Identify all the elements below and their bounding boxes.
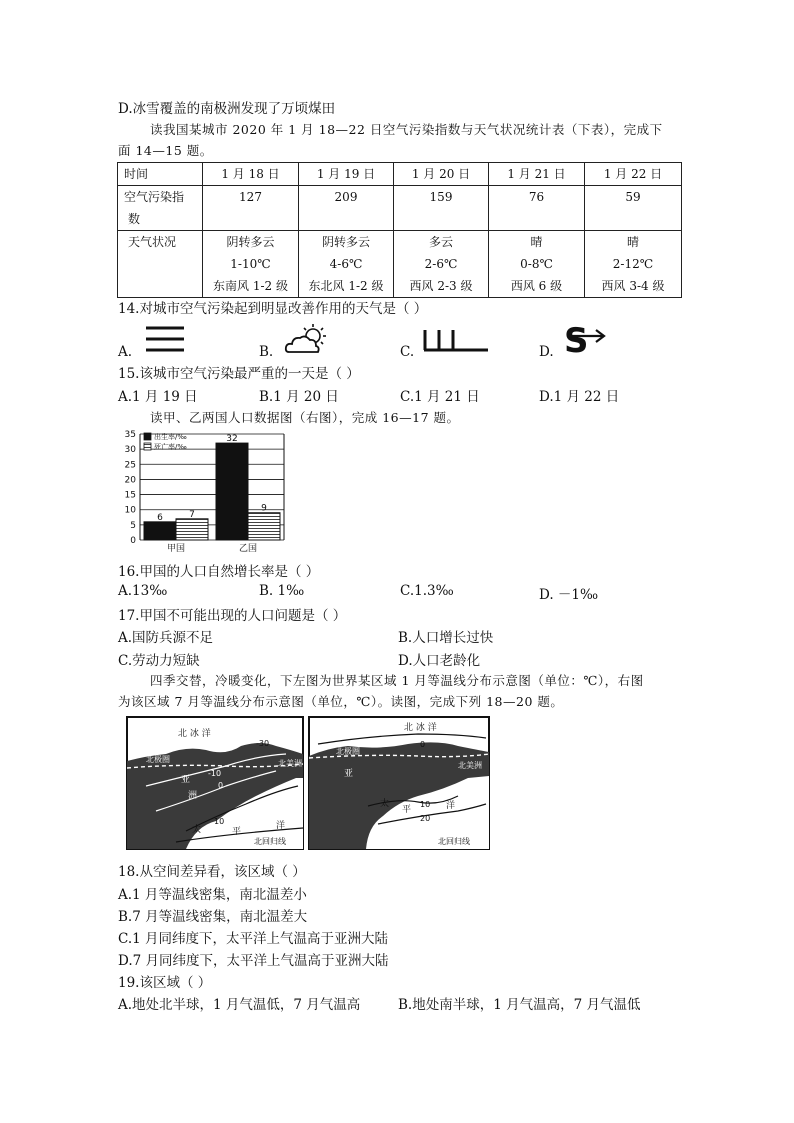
aqi-cell: 76 bbox=[489, 186, 585, 231]
svg-text:S: S bbox=[564, 321, 589, 358]
map-label-asia: 亚 bbox=[344, 769, 354, 779]
q14-option-b[interactable] bbox=[259, 344, 273, 360]
aqi-cell: 209 bbox=[299, 186, 394, 231]
q17-option-c[interactable]: C.劳动力短缺 bbox=[118, 653, 200, 669]
temperature: 1-10℃ bbox=[230, 257, 271, 271]
isotherm-label: 0 bbox=[420, 740, 426, 749]
map-label-asia-1: 亚 bbox=[181, 775, 191, 785]
intro-18-20-line2: 为该区域 7 月等温线分布示意图（单位，℃）。读图，完成下列 18—20 题。 bbox=[118, 694, 564, 709]
map-label-tropic: 北回归线 bbox=[254, 837, 286, 846]
y-tick-label: 0 bbox=[130, 536, 136, 546]
q17-option-a[interactable]: A.国防兵源不足 bbox=[118, 630, 214, 646]
july-isotherm-map bbox=[308, 716, 490, 850]
condition: 晴 bbox=[626, 235, 639, 249]
temperature: 0-8℃ bbox=[520, 257, 553, 271]
q15-stem: 15.该城市空气污染最严重的一天是（ ） bbox=[118, 366, 360, 382]
q13-option-d: D.冰雪覆盖的南极洲发现了万顷煤田 bbox=[118, 101, 336, 117]
bar-value-label: 32 bbox=[226, 434, 238, 445]
isotherm-label: -10 bbox=[208, 769, 222, 778]
map-label-pacific-3: 洋 bbox=[446, 801, 456, 811]
y-tick-label: 30 bbox=[124, 445, 136, 456]
header-weather: 天气状况 bbox=[118, 231, 203, 298]
q17-option-d[interactable]: D.人口老龄化 bbox=[398, 653, 481, 669]
q14-option-d[interactable] bbox=[539, 344, 554, 360]
q18-option-d[interactable]: D.7 月同纬度下，太平洋上气温高于亚洲大陆 bbox=[118, 953, 389, 969]
q16-option-b[interactable]: B. 1‰ bbox=[259, 583, 305, 599]
bar-value-label: 9 bbox=[261, 503, 267, 514]
y-tick-label: 35 bbox=[124, 430, 136, 440]
date-cell: 1 月 20 日 bbox=[394, 163, 489, 186]
q16-option-a[interactable]: A.13‰ bbox=[118, 583, 168, 599]
chart-y-ticks bbox=[125, 430, 137, 546]
wind-barb-icon bbox=[420, 326, 492, 354]
map-label-pacific-2: 平 bbox=[232, 827, 242, 837]
bar bbox=[144, 522, 176, 540]
map-label-pacific-1: 太 bbox=[192, 825, 202, 835]
x-category-label: 甲国 bbox=[166, 544, 186, 554]
weather-cell bbox=[299, 231, 394, 298]
q18-option-a[interactable]: A.1 月等温线密集，南北温差小 bbox=[118, 887, 307, 903]
map-label-north-america: 北美洲 bbox=[278, 759, 302, 768]
table-row-dates bbox=[118, 163, 682, 186]
q15-option-d[interactable]: D.1 月 22 日 bbox=[539, 389, 620, 405]
map-label-arctic-ocean: 北 冰 洋 bbox=[178, 729, 211, 739]
wind: 东北风 1-2 级 bbox=[308, 279, 384, 293]
intro-14-15-line1: 读我国某城市 2020 年 1 月 18—22 日空气污染指数与天气状况统计表（下表），完成下 bbox=[150, 122, 663, 137]
q15-option-b[interactable]: B.1 月 20 日 bbox=[259, 389, 339, 405]
intro-16-17: 读甲、乙两国人口数据图（右图），完成 16—17 题。 bbox=[150, 410, 460, 425]
map-label-pacific-3: 洋 bbox=[276, 821, 286, 831]
map-label-tropic: 北回归线 bbox=[438, 837, 470, 846]
map-label-arctic-ocean: 北 冰 洋 bbox=[404, 723, 437, 733]
isotherm-label: 10 bbox=[214, 817, 225, 826]
q18-stem: 18.从空间差异看，该区域（ ） bbox=[118, 864, 306, 880]
chart-legend bbox=[144, 432, 187, 451]
q19-option-a[interactable]: A.地处北半球，1 月气温低，7 月气温高 bbox=[118, 997, 361, 1013]
aqi-cell: 159 bbox=[394, 186, 489, 231]
condition: 阴转多云 bbox=[321, 235, 370, 249]
q17-stem: 17.甲国不可能出现的人口问题是（ ） bbox=[118, 608, 347, 624]
q15-option-a[interactable]: A.1 月 19 日 bbox=[118, 389, 198, 405]
q16-option-c[interactable]: C.1.3‰ bbox=[400, 583, 454, 599]
q16-option-d[interactable]: D. －1‰ bbox=[539, 587, 599, 603]
population-chart bbox=[112, 428, 292, 556]
fog-icon bbox=[140, 322, 190, 356]
aqi-cell: 59 bbox=[585, 186, 682, 231]
bar bbox=[216, 443, 248, 540]
chart-bars bbox=[144, 443, 280, 540]
table-row-weather bbox=[118, 231, 682, 298]
option-label: B. bbox=[259, 344, 274, 360]
weather-table bbox=[117, 162, 682, 298]
y-tick-label: 5 bbox=[130, 520, 136, 531]
temperature: 4-6℃ bbox=[329, 257, 363, 271]
map-label-pacific-1: 太 bbox=[380, 799, 390, 809]
q18-option-c[interactable]: C.1 月同纬度下，太平洋上气温高于亚洲大陆 bbox=[118, 931, 389, 947]
bar bbox=[176, 519, 208, 540]
aqi-label-line1: 空气污染指 bbox=[124, 190, 185, 204]
weather-cell bbox=[394, 231, 489, 298]
y-tick-label: 25 bbox=[124, 460, 136, 471]
map-label-arctic-circle: 北极圈 bbox=[146, 755, 170, 764]
wind: 西风 6 级 bbox=[510, 279, 563, 293]
x-category-label: 乙国 bbox=[238, 544, 258, 554]
q19-stem: 19.该区域（ ） bbox=[118, 975, 212, 991]
header-aqi bbox=[118, 186, 203, 231]
condition: 晴 bbox=[530, 235, 543, 249]
legend-label: 死亡率/‰ bbox=[154, 443, 187, 451]
intro-14-15-line2: 面 14—15 题。 bbox=[118, 143, 213, 158]
isotherm-label: 10 bbox=[420, 800, 431, 809]
wind: 东南风 1-2 级 bbox=[213, 279, 288, 293]
legend-swatch bbox=[144, 443, 151, 450]
y-tick-label: 10 bbox=[124, 505, 136, 516]
temperature: 2-6℃ bbox=[424, 257, 458, 271]
q18-option-b[interactable]: B.7 月等温线密集，南北温差大 bbox=[118, 909, 308, 925]
isotherm-label: 20 bbox=[420, 814, 431, 823]
condition: 阴转多云 bbox=[226, 235, 275, 249]
sandstorm-icon bbox=[562, 318, 608, 358]
bar-value-label: 7 bbox=[189, 509, 195, 520]
aqi-label-line2: 数 bbox=[128, 212, 141, 226]
map-label-pacific-2: 平 bbox=[402, 805, 412, 815]
y-tick-label: 15 bbox=[124, 490, 136, 501]
legend-swatch bbox=[144, 433, 151, 440]
map-label-arctic-circle: 北极圈 bbox=[336, 747, 360, 756]
map-label-north-america: 北美洲 bbox=[458, 761, 482, 770]
q15-option-c[interactable]: C.1 月 21 日 bbox=[400, 389, 480, 405]
q16-stem: 16.甲国的人口自然增长率是（ ） bbox=[118, 564, 320, 580]
wind: 西风 2-3 级 bbox=[409, 279, 473, 293]
header-time: 时间 bbox=[118, 163, 203, 186]
chart-x-categories bbox=[167, 543, 257, 554]
q14-stem: 14.对城市空气污染起到明显改善作用的天气是（ ） bbox=[118, 301, 428, 317]
weather-cell bbox=[203, 231, 299, 298]
q14-option-c[interactable] bbox=[400, 344, 414, 360]
legend-label: 出生率/‰ bbox=[154, 433, 187, 441]
january-isotherm-map bbox=[126, 716, 304, 850]
y-tick-label: 20 bbox=[124, 475, 136, 486]
date-cell: 1 月 18 日 bbox=[203, 163, 299, 186]
aqi-cell: 127 bbox=[203, 186, 299, 231]
partly-cloudy-icon bbox=[283, 322, 331, 356]
map-label-asia-2: 洲 bbox=[188, 791, 198, 801]
temperature: 2-12℃ bbox=[612, 257, 654, 271]
wind: 西风 3-4 级 bbox=[601, 279, 665, 293]
table-row-aqi bbox=[118, 186, 682, 231]
isotherm-label: -30 bbox=[256, 739, 270, 748]
option-label: D. bbox=[539, 344, 554, 360]
isotherm-label: 0 bbox=[218, 781, 224, 790]
intro-18-20-line1: 四季交替，冷暖变化，下左图为世界某区域 1 月等温线分布示意图（单位：℃），右图 bbox=[150, 673, 644, 688]
option-label: A. bbox=[118, 344, 133, 360]
weather-cell bbox=[585, 231, 682, 298]
option-label: C. bbox=[400, 344, 415, 360]
date-cell: 1 月 21 日 bbox=[489, 163, 585, 186]
condition: 多云 bbox=[428, 235, 453, 249]
date-cell: 1 月 22 日 bbox=[585, 163, 682, 186]
date-cell: 1 月 19 日 bbox=[299, 163, 394, 186]
weather-cell bbox=[489, 231, 585, 298]
bar-value-label: 6 bbox=[157, 512, 163, 523]
q14-option-a[interactable] bbox=[118, 344, 132, 360]
q19-option-b[interactable]: B.地处南半球，1 月气温高，7 月气温低 bbox=[398, 997, 641, 1013]
bar bbox=[248, 513, 280, 540]
q17-option-b[interactable]: B.人口增长过快 bbox=[398, 630, 494, 646]
